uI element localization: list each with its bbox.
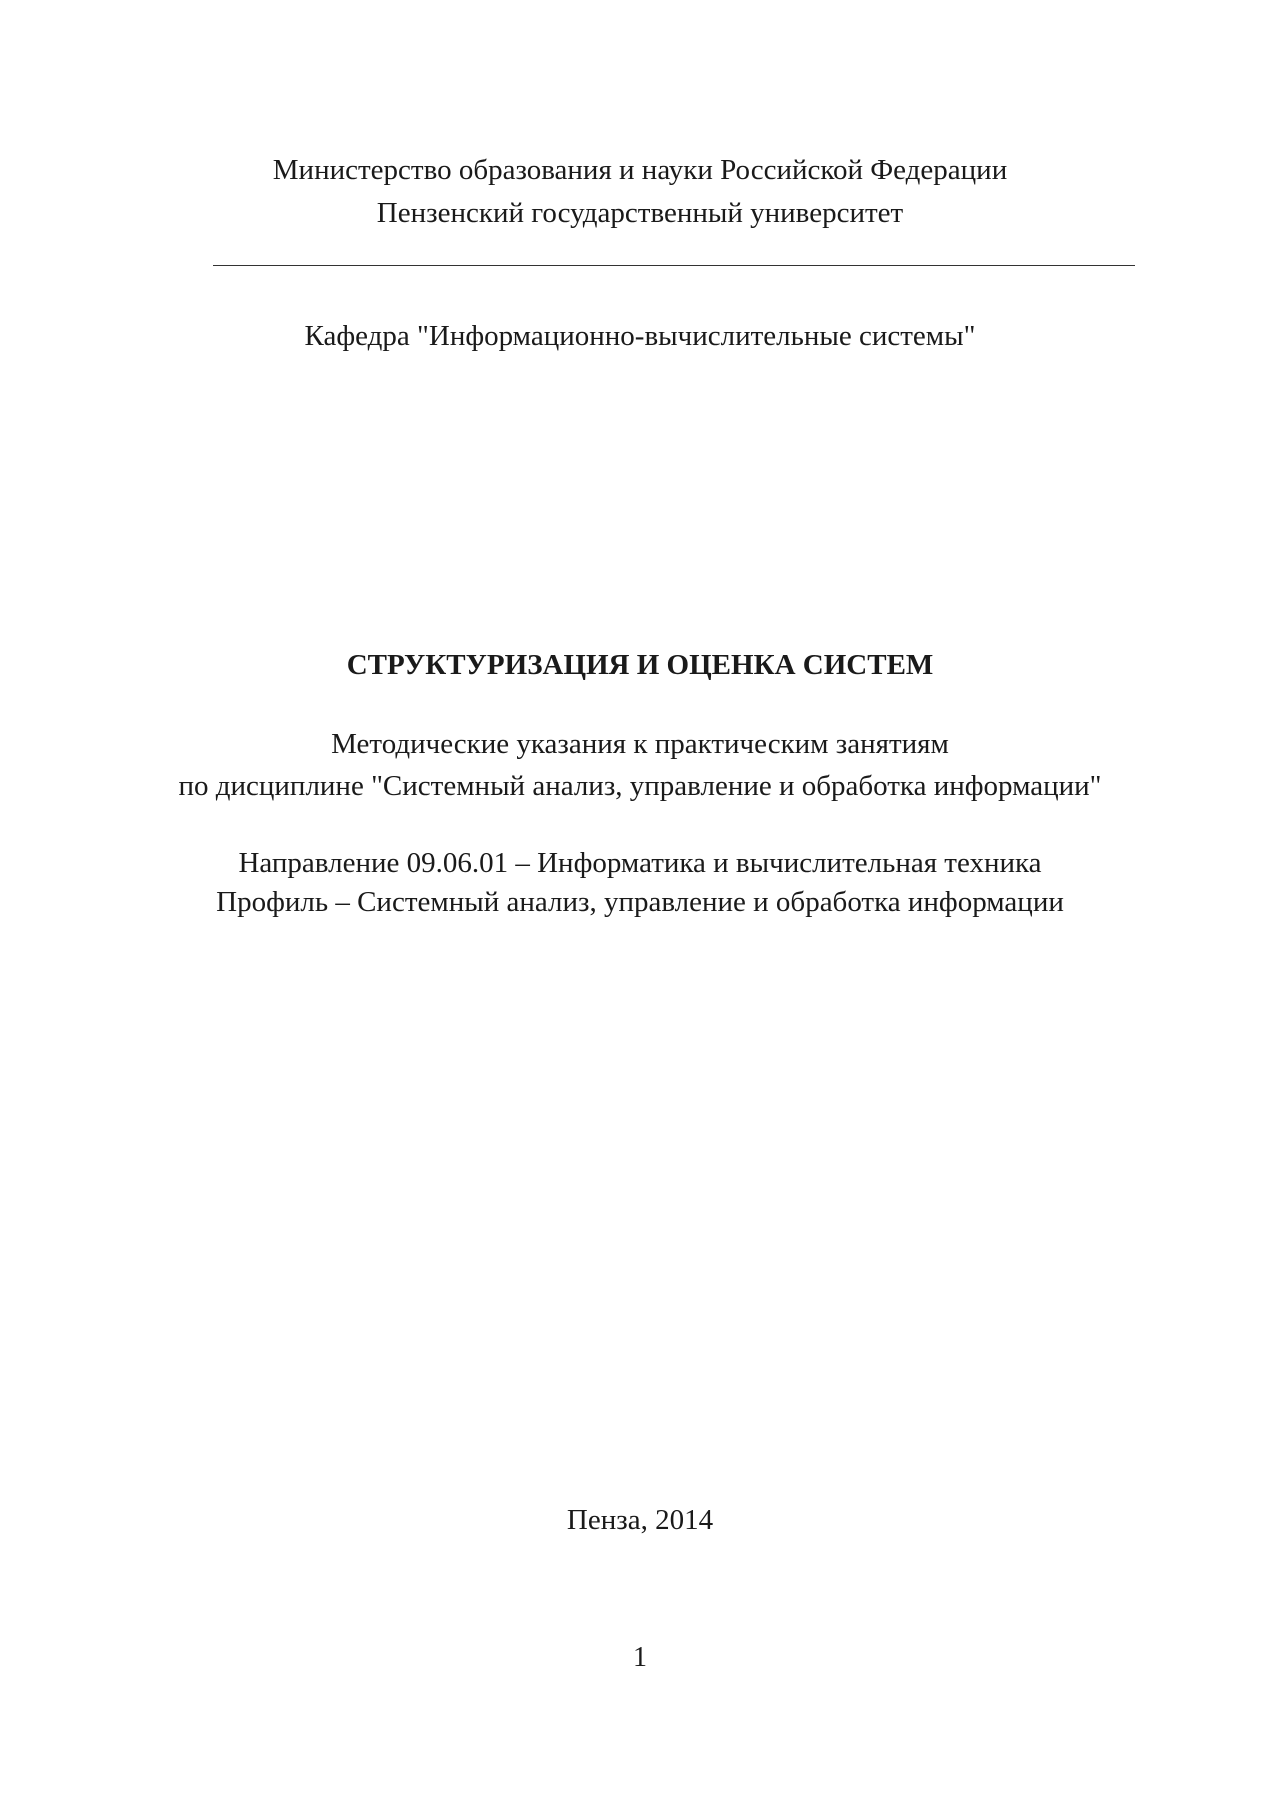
university-heading: Пензенский государственный университет <box>376 197 904 229</box>
document-title: СТРУКТУРИЗАЦИЯ И ОЦЕНКА СИСТЕМ <box>346 649 934 681</box>
subtitle-line-2: по дисциплине "Системный анализ, управление и обработка информации" <box>178 770 1102 802</box>
page-number: 1 <box>633 1642 647 1673</box>
ministry-heading: Министерство образования и науки Российской Федерации <box>272 154 1008 186</box>
place-and-year: Пенза, 2014 <box>566 1504 714 1536</box>
profile-line: Профиль – Системный анализ, управление и обработка информации <box>216 886 1064 918</box>
direction-line: Направление 09.06.01 – Информатика и вычислительная техника <box>238 847 1042 879</box>
subtitle-line-1: Методические указания к практическим занятиям <box>331 728 949 760</box>
department-name: Кафедра "Информационно-вычислительные системы" <box>304 320 976 352</box>
header-divider <box>213 265 1135 266</box>
